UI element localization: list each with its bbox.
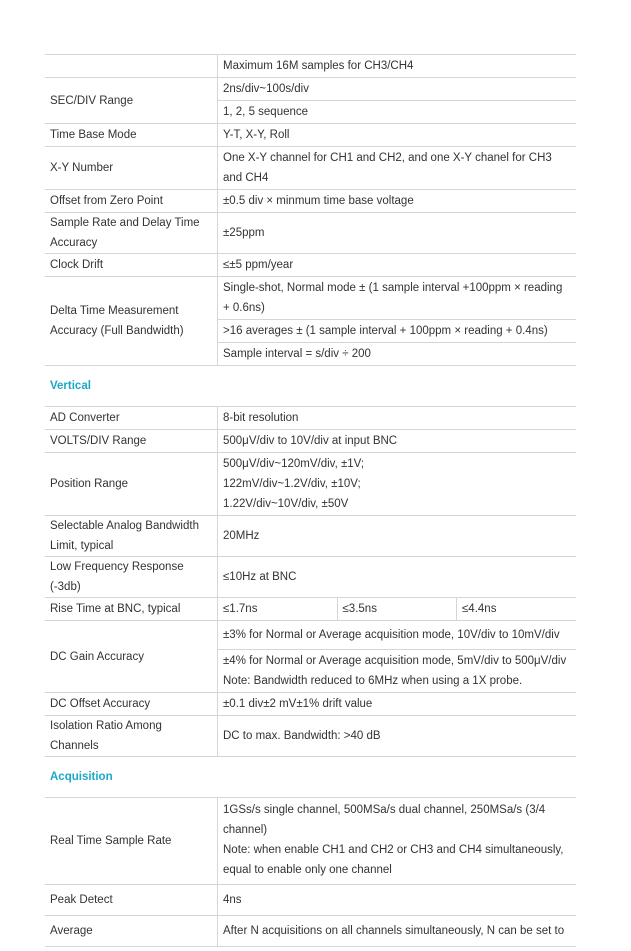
section-heading-acquisition: Acquisition xyxy=(45,757,576,798)
row-value: >16 averages ± (1 sample interval + 100ppm × reading + 0.4ns) xyxy=(218,320,577,343)
row-value: ≤±5 ppm/year xyxy=(218,254,577,277)
row-label: Average xyxy=(45,916,218,947)
row-label-empty xyxy=(45,55,218,78)
row-value xyxy=(218,650,577,693)
value-line: 122mV/div~1.2V/div, ±10V; xyxy=(223,478,361,490)
row-label: Rise Time at BNC, typical xyxy=(45,598,218,621)
row-value: Single-shot, Normal mode ± (1 sample interval +100ppm × reading + 0.6ns) xyxy=(218,277,577,320)
row-label: Delta Time Measurement Accuracy (Full Bandwidth) xyxy=(45,277,218,366)
row-label: AD Converter xyxy=(45,407,218,430)
row-value: One X-Y channel for CH1 and CH2, and one X-Y chanel for CH3 and CH4 xyxy=(218,147,577,190)
table-row xyxy=(45,798,576,885)
section-row-vertical xyxy=(45,366,576,407)
table-row xyxy=(45,147,576,190)
row-value: ±0.5 div × minmum time base voltage xyxy=(218,190,577,213)
row-label: Sample Rate and Delay Time Accuracy xyxy=(45,213,218,254)
row-value xyxy=(218,453,577,516)
row-value: 1, 2, 5 sequence xyxy=(218,101,577,124)
row-value: ≤10Hz at BNC xyxy=(218,557,577,598)
table-row xyxy=(45,916,576,947)
table-row xyxy=(45,277,576,320)
row-value: ≤3.5ns xyxy=(337,598,457,621)
row-value: 20MHz xyxy=(218,516,577,557)
row-value: ±25ppm xyxy=(218,213,577,254)
value-line: Note: when enable CH1 and CH2 or CH3 and CH4 simultaneously, equal to enable only one channel xyxy=(223,844,564,876)
row-label: Time Base Mode xyxy=(45,124,218,147)
table-row xyxy=(45,190,576,213)
row-value: ≤4.4ns xyxy=(457,598,577,621)
value-line: 500μV/div~120mV/div, ±1V; xyxy=(223,458,365,470)
row-label: Real Time Sample Rate xyxy=(45,798,218,885)
row-value: Y-T, X-Y, Roll xyxy=(218,124,577,147)
row-value: After N acquisitions on all channels simultaneously, N can be set to xyxy=(218,916,577,947)
table-row xyxy=(45,885,576,916)
row-value: 2ns/div~100s/div xyxy=(218,78,577,101)
section-row-acquisition xyxy=(45,757,576,798)
row-value: ±0.1 div±2 mV±1% drift value xyxy=(218,693,577,716)
row-value: Maximum 16M samples for CH3/CH4 xyxy=(218,55,577,78)
row-value xyxy=(218,798,577,885)
row-label: VOLTS/DIV Range xyxy=(45,430,218,453)
value-line: Note: Bandwidth reduced to 6MHz when using a 1X probe. xyxy=(223,675,523,687)
row-label: X-Y Number xyxy=(45,147,218,190)
row-label: Low Frequency Response (-3db) xyxy=(45,557,218,598)
table-row xyxy=(45,693,576,716)
row-value: ≤1.7ns xyxy=(218,598,338,621)
table-row xyxy=(45,716,576,757)
table-row xyxy=(45,453,576,516)
table-row xyxy=(45,213,576,254)
row-label: DC Gain Accuracy xyxy=(45,621,218,693)
table-row xyxy=(45,557,576,598)
row-label: Clock Drift xyxy=(45,254,218,277)
row-value: 4ns xyxy=(218,885,577,916)
row-label: Peak Detect xyxy=(45,885,218,916)
table-row xyxy=(45,516,576,557)
row-label: Isolation Ratio Among Channels xyxy=(45,716,218,757)
table-row xyxy=(45,598,576,621)
table-row xyxy=(45,78,576,101)
table-row xyxy=(45,55,576,78)
row-value: 500μV/div to 10V/div at input BNC xyxy=(218,430,577,453)
row-label: SEC/DIV Range xyxy=(45,78,218,124)
table-row xyxy=(45,430,576,453)
row-value: DC to max. Bandwidth: >40 dB xyxy=(218,716,577,757)
row-label: DC Offset Accuracy xyxy=(45,693,218,716)
row-label: Offset from Zero Point xyxy=(45,190,218,213)
table-row xyxy=(45,621,576,650)
value-line: 1.22V/div~10V/div, ±50V xyxy=(223,498,349,510)
table-row xyxy=(45,254,576,277)
row-value: ±3% for Normal or Average acquisition mode, 10V/div to 10mV/div xyxy=(218,621,577,650)
spec-table-container xyxy=(45,54,576,947)
row-label: Selectable Analog Bandwidth Limit, typical xyxy=(45,516,218,557)
table-row xyxy=(45,124,576,147)
specifications-table xyxy=(45,54,576,947)
section-heading-vertical: Vertical xyxy=(45,366,576,407)
value-line: ±4% for Normal or Average acquisition mode, 5mV/div to 500μV/div xyxy=(223,655,567,667)
value-line: 1GSs/s single channel, 500MSa/s dual channel, 250MSa/s (3/4 channel) xyxy=(223,804,546,836)
row-value: Sample interval = s/div ÷ 200 xyxy=(218,343,577,366)
row-label: Position Range xyxy=(45,453,218,516)
table-row xyxy=(45,407,576,430)
row-value: 8-bit resolution xyxy=(218,407,577,430)
